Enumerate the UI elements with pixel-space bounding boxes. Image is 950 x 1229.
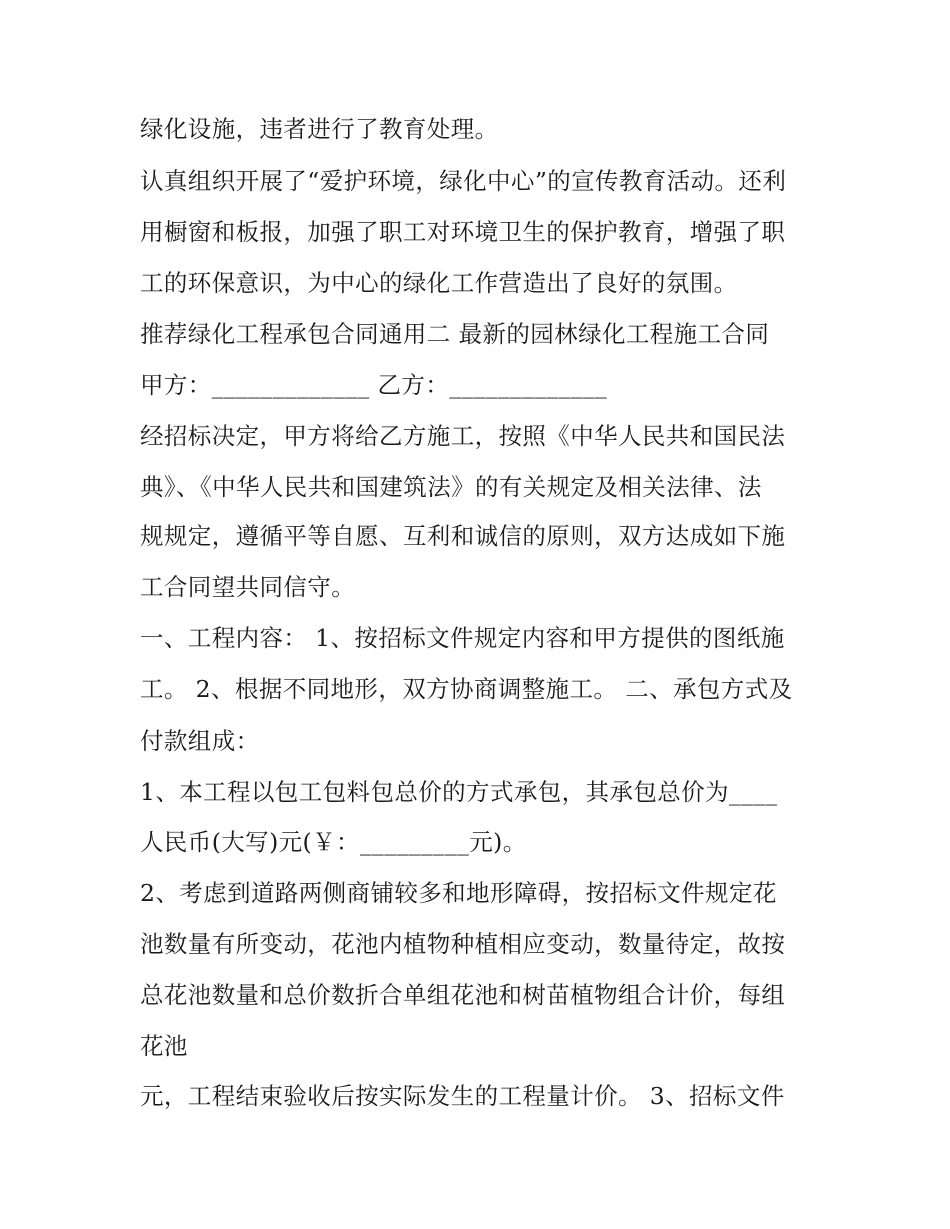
party-line: 甲方：_____________ 乙方：_____________ (140, 371, 608, 399)
text-line: 工合同望共同信守。 (140, 573, 356, 601)
section-heading: 推荐绿化工程承包合同通用二 最新的园林绿化工程施工合同 (140, 320, 770, 348)
text-line: 规规定，遵循平等自愿、互利和诚信的原则，双方达成如下施 (140, 522, 786, 550)
text-line: 付款组成： (140, 727, 260, 755)
text-line: 花池 (140, 1032, 188, 1060)
text-line: 用橱窗和板报，加强了职工对环境卫生的保护教育，增强了职 (140, 218, 786, 246)
text-line: 人民币(大写)元(￥：_________元)。 (140, 828, 527, 856)
text-line: 认真组织开展了“爱护环境，绿化中心”的宣传教育活动。还利 (140, 167, 787, 195)
text-line: 一、工程内容： 1、按招标文件规定内容和甲方提供的图纸施 (140, 624, 785, 652)
text-line: 2、考虑到道路两侧商铺较多和地形障碍，按招标文件规定花 (140, 879, 777, 907)
text-line: 1、本工程以包工包料包总价的方式承包，其承包总价为____ (140, 778, 778, 806)
text-line: 工的环保意识，为中心的绿化工作营造出了良好的氛围。 (140, 269, 738, 297)
text-line: 典》、《中华人民共和国建筑法》的有关规定及相关法律、法 (140, 473, 762, 501)
text-line: 总花池数量和总价数折合单组花池和树苗植物组合计价，每组 (140, 981, 786, 1009)
text-line: 池数量有所变动，花池内植物种植相应变动，数量待定，故按 (140, 930, 786, 958)
text-line: 工。 2、根据不同地形，双方协商调整施工。 二、承包方式及 (140, 675, 793, 703)
text-line: 元，工程结束验收后按实际发生的工程量计价。 3、招标文件 (140, 1082, 785, 1110)
text-line: 绿化设施，违者进行了教育处理。 (140, 115, 499, 143)
text-line: 经招标决定，甲方将给乙方施工，按照《中华人民共和国民法 (140, 422, 786, 450)
